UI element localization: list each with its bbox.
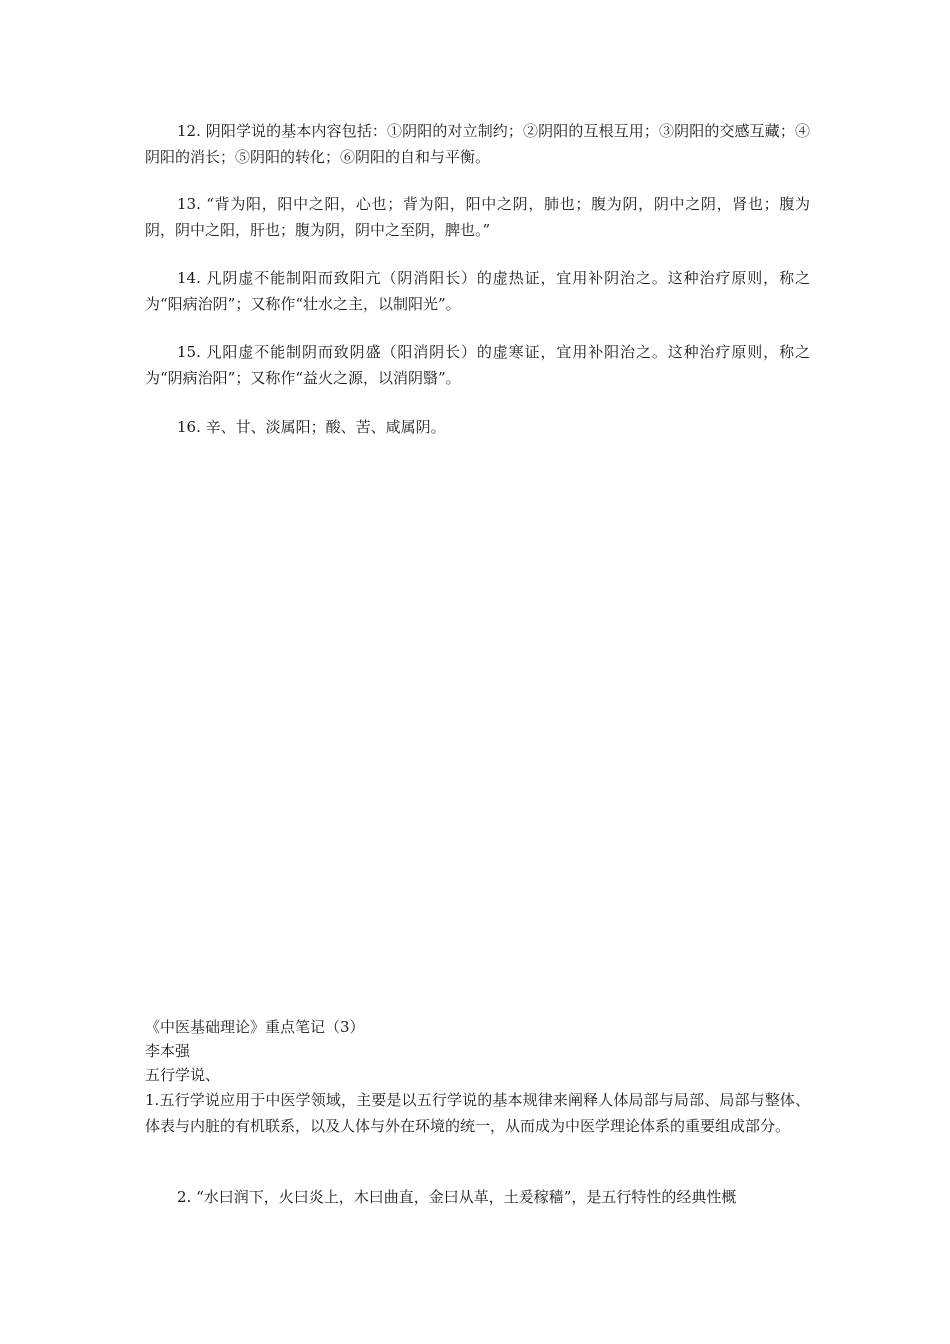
section-item-1: 1.五行学说应用于中医学领域，主要是以五行学说的基本规律来阐释人体局部与局部、局部与整体、体表与内脏的有机联系，以及人体与外在环境的统一，从而成为中医学理论体系的重要组成部分。 <box>145 1091 810 1135</box>
paragraph-14: 14. 凡阴虚不能制阳而致阳亢（阴消阳长）的虚热证，宜用补阴治之。这种治疗原则，称之为“阳病治阴”；又称作“壮水之主，以制阳光”。 <box>145 269 810 313</box>
section-title: 《中医基础理论》重点笔记（3） <box>145 1018 365 1036</box>
paragraph-15: 15. 凡阳虚不能制阴而致阴盛（阳消阴长）的虚寒证，宜用补阳治之。这种治疗原则，称之为“阴病治阳”；又称作“益火之源，以消阴翳”。 <box>145 343 810 387</box>
paragraph-13: 13. “背为阳，阳中之阳，心也；背为阳，阳中之阴，肺也；腹为阴，阴中之阴，肾也；腹为阴，阴中之阳，肝也；腹为阴，阴中之至阴，脾也。” <box>145 195 810 239</box>
section-heading: 五行学说、 <box>145 1066 221 1084</box>
paragraph-12: 12. 阴阳学说的基本内容包括：①阴阳的对立制约；②阴阳的互根互用；③阴阳的交感互藏；④阴阳的消长；⑤阴阳的转化；⑥阴阳的自和与平衡。 <box>145 122 810 166</box>
section-author: 李本强 <box>145 1042 191 1060</box>
section-item-2: 2. “水曰润下，火曰炎上，木曰曲直，金曰从革，土爰稼穑”，是五行特性的经典性概 <box>177 1188 737 1206</box>
paragraph-16: 16. 辛、甘、淡属阳；酸、苦、咸属阴。 <box>177 418 446 436</box>
